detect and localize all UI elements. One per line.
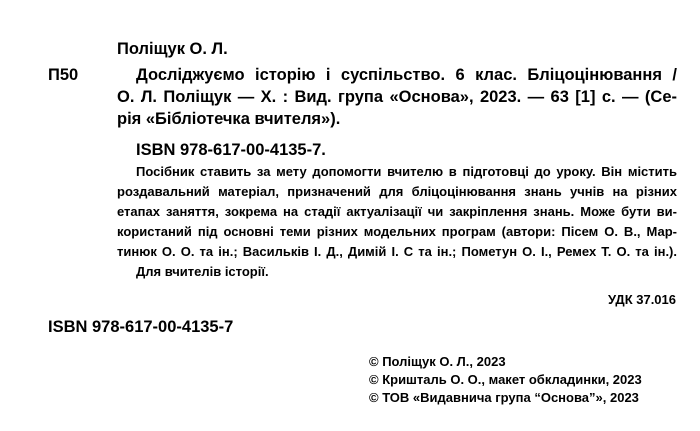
isbn-line: ISBN 978-617-00-4135-7. bbox=[136, 141, 326, 159]
annotation-line: тинюк О. О. та ін.; Васильків І. Д., Димій І. С та ін.; Пометун О. І., Ремех Т. О. та ін.). bbox=[117, 244, 677, 259]
isbn-footer: ISBN 978-617-00-4135-7 bbox=[48, 318, 234, 336]
title-line: О. Л. Поліщук — Х. : Вид. група «Основа», 2023. — 63 [1] с. — (Се- bbox=[117, 88, 677, 106]
copyright-line: © Поліщук О. Л., 2023 bbox=[369, 354, 506, 369]
annotation-line: етапах заняття, зокрема на стадії актуалізації чи закріплення знань. Може бути ви- bbox=[117, 204, 677, 219]
annotation-line: Для вчителів історії. bbox=[136, 264, 269, 279]
shelf-code: П50 bbox=[48, 66, 79, 84]
author-heading: Поліщук О. Л. bbox=[117, 40, 228, 58]
annotation-block bbox=[117, 162, 677, 282]
title-line: рія «Бібліотечка вчителя»). bbox=[117, 110, 341, 128]
copyright-line: © Кришталь О. О., макет обкладинки, 2023 bbox=[369, 372, 642, 387]
annotation-line: роздавальний матеріал, призначений для бліцоцінювання знань учнів на різних bbox=[117, 184, 677, 199]
annotation-line: користаний під основні теми різних модельних програм (автори: Пісем О. В., Мар- bbox=[117, 224, 677, 239]
copyright-line: © ТОВ «Видавнича група “Основа”», 2023 bbox=[369, 390, 639, 405]
udc-code: УДК 37.016 bbox=[608, 292, 676, 307]
annotation-line: Посібник ставить за мету допомогти вчителю в підготовці до уроку. Він містить bbox=[136, 164, 677, 179]
title-block bbox=[117, 64, 677, 130]
title-line: Досліджуємо історію і суспільство. 6 клас. Бліцоцінювання / bbox=[136, 66, 677, 84]
